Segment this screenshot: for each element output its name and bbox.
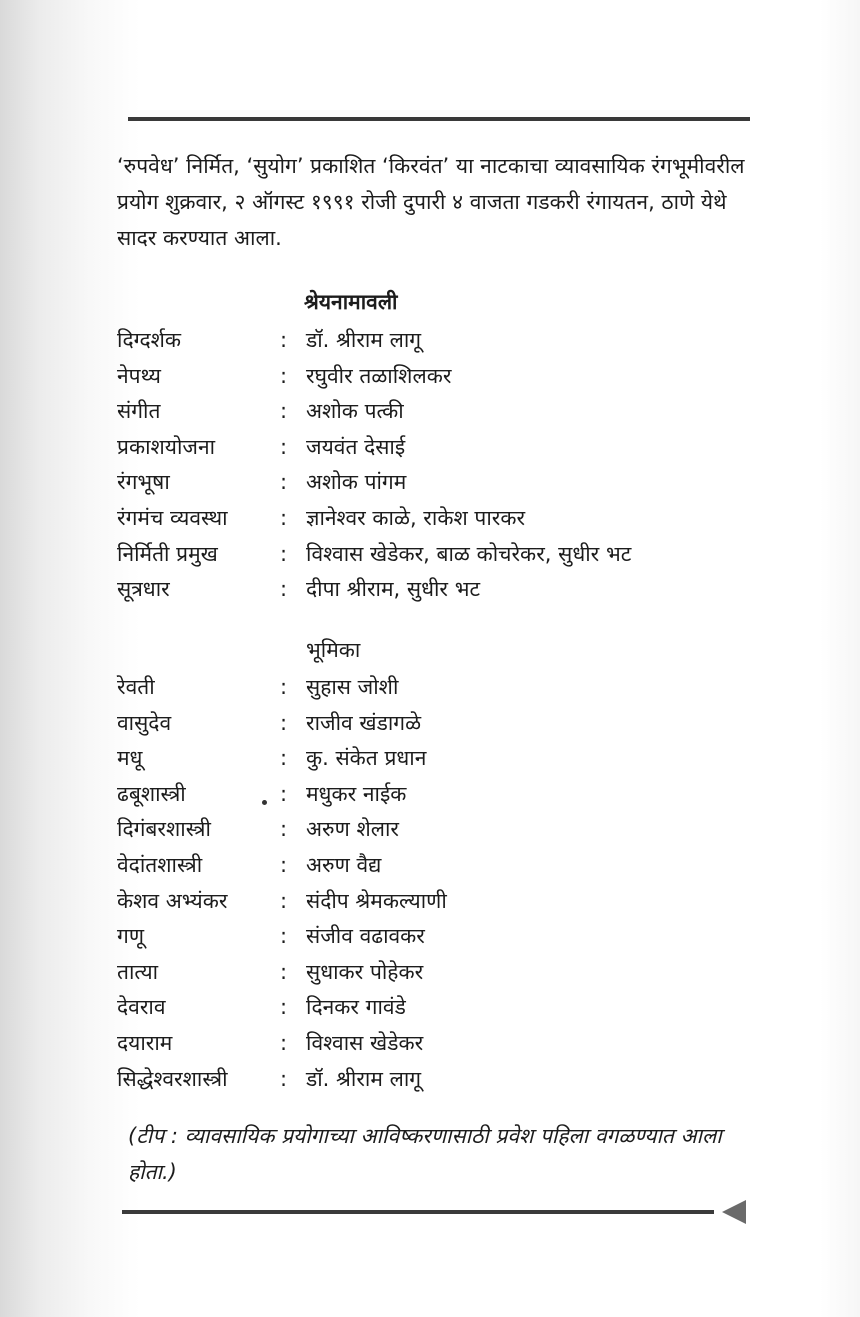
roles-label: तात्या: [117, 959, 159, 984]
credits-row: [117, 394, 631, 430]
credits-value: दीपा श्रीराम, सुधीर भट: [306, 577, 481, 602]
roles-value: अरुण वैद्य: [306, 852, 382, 877]
credits-label: संगीत: [117, 399, 161, 424]
colon-separator: :: [280, 710, 288, 735]
ink-dot: [262, 800, 267, 805]
colon-separator: :: [280, 888, 288, 913]
credits-row: [117, 465, 631, 501]
top-rule: [128, 117, 750, 121]
credits-row: [117, 323, 631, 359]
credits-label: रंगभूषा: [117, 470, 170, 495]
colon-separator: :: [280, 924, 288, 949]
colon-separator: :: [280, 363, 288, 388]
credits-row: [117, 572, 631, 608]
credits-value: विश्वास खेडेकर, बाळ कोचरेकर, सुधीर भट: [306, 541, 632, 566]
page-corner-arrow-icon: [722, 1200, 746, 1224]
roles-row: [117, 1062, 447, 1098]
colon-separator: :: [280, 399, 288, 424]
roles-row: [117, 1026, 447, 1062]
footnote: (टीप : व्यावसायिक प्रयोगाच्या आविष्करणासाठी प्रवेश पहिला वगळण्यात आला होता.): [128, 1124, 722, 1184]
roles-label: वेदांतशास्त्री: [117, 852, 203, 877]
credits-value: डॉ. श्रीराम लागू: [306, 328, 422, 352]
colon-separator: :: [280, 781, 288, 806]
colon-separator: :: [280, 959, 288, 984]
credits-label: प्रकाशयोजना: [117, 434, 216, 459]
roles-label: गणू: [117, 924, 145, 949]
colon-separator: :: [280, 505, 288, 530]
credits-value: अशोक पत्की: [306, 399, 404, 424]
roles-label: ढबूशास्त्री: [117, 781, 186, 806]
roles-row: [117, 741, 447, 777]
colon-separator: :: [280, 470, 288, 495]
roles-label: दयाराम: [117, 1030, 173, 1055]
colon-separator: :: [280, 1066, 288, 1091]
roles-value: सुहास जोशी: [306, 675, 399, 699]
roles-row: [117, 706, 447, 742]
credits-value: रघुवीर तळाशिलकर: [306, 363, 452, 388]
roles-row: [117, 884, 447, 920]
credits-label: रंगमंच व्यवस्था: [117, 505, 228, 530]
roles-heading: भूमिका: [306, 638, 361, 662]
roles-row: [117, 670, 447, 706]
roles-value: दिनकर गावंडे: [306, 995, 406, 1020]
roles-list: [117, 670, 447, 1097]
roles-row: [117, 777, 447, 813]
intro-paragraph: ‘रुपवेध’ निर्मित, ‘सुयोग’ प्रकाशित ‘किरवंत’ या नाटकाचा व्यावसायिक रंगभूमीवरील प्रयोग शुक्रवार, २ ऑगस्ट १९९१ रोजी दुपारी ४ वाजता गडकरी रंगायतन, ठाणे येथे सादर करण्यात आला.: [117, 154, 745, 250]
credits-label: नेपथ्य: [117, 363, 161, 388]
colon-separator: :: [280, 675, 288, 699]
roles-label: सिद्धेश्वरशास्त्री: [117, 1066, 228, 1091]
credits-row: [117, 430, 631, 466]
credits-label: सूत्रधार: [117, 577, 170, 602]
roles-value: सुधाकर पोहेकर: [306, 959, 424, 984]
colon-separator: :: [280, 817, 288, 842]
roles-value: संजीव वढावकर: [306, 924, 425, 949]
credits-value: अशोक पांगम: [306, 470, 407, 495]
roles-row: [117, 990, 447, 1026]
roles-label: दिगंबरशास्त्री: [117, 817, 211, 842]
roles-value: संदीप श्रेमकल्याणी: [306, 888, 447, 913]
roles-value: विश्वास खेडेकर: [306, 1030, 424, 1055]
roles-label: देवराव: [117, 995, 166, 1020]
roles-value: मधुकर नाईक: [306, 781, 407, 806]
roles-value: डॉ. श्रीराम लागू: [306, 1066, 422, 1091]
credits-heading: श्रेयनामावली: [304, 290, 398, 314]
roles-label: रेवती: [117, 675, 155, 699]
credits-value: ज्ञानेश्वर काळे, राकेश पारकर: [306, 505, 526, 530]
colon-separator: :: [280, 434, 288, 459]
roles-value: कु. संकेत प्रधान: [306, 746, 427, 771]
credits-row: [117, 501, 631, 537]
credits-value: जयवंत देसाई: [306, 434, 406, 459]
roles-row: [117, 955, 447, 991]
credits-label: निर्मिती प्रमुख: [117, 541, 218, 566]
credits-list: [117, 323, 631, 608]
roles-value: अरुण शेलार: [306, 817, 400, 842]
colon-separator: :: [280, 746, 288, 771]
roles-label: वासुदेव: [117, 710, 172, 735]
roles-row: [117, 812, 447, 848]
roles-label: केशव अभ्यंकर: [117, 888, 228, 913]
roles-value: राजीव खंडागळे: [306, 710, 422, 735]
bottom-rule: [122, 1210, 714, 1214]
roles-row: [117, 919, 447, 955]
colon-separator: :: [280, 541, 288, 566]
colon-separator: :: [280, 995, 288, 1020]
colon-separator: :: [280, 328, 288, 352]
colon-separator: :: [280, 577, 288, 602]
roles-row: [117, 848, 447, 884]
roles-label: मधू: [117, 746, 143, 771]
credits-row: [117, 537, 631, 573]
colon-separator: :: [280, 1030, 288, 1055]
colon-separator: :: [280, 852, 288, 877]
credits-row: [117, 359, 631, 395]
credits-label: दिग्दर्शक: [117, 328, 182, 352]
